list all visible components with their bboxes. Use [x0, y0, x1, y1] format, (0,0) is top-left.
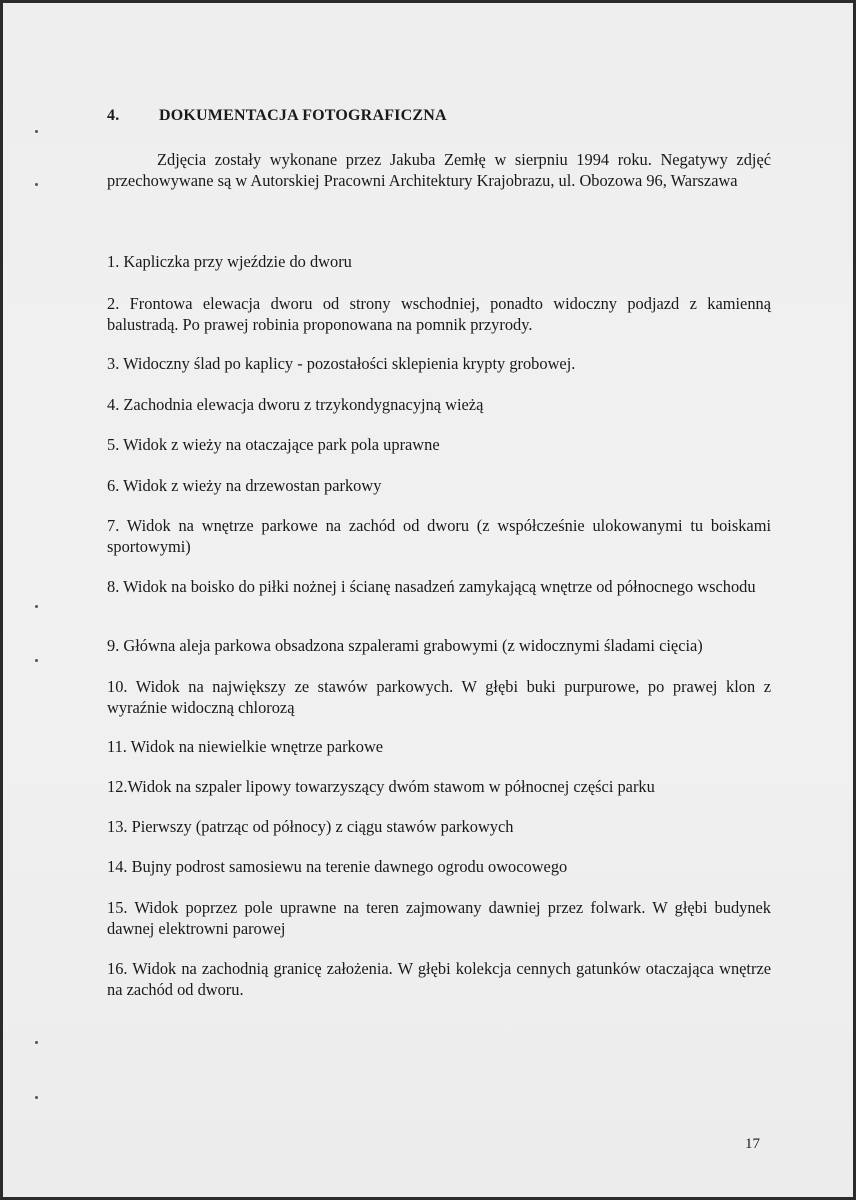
photo-caption-5: 5. Widok z wieży na otaczające park pola uprawne: [107, 435, 440, 454]
photo-caption-14: 14. Bujny podrost samosiewu na terenie dawnego ogrodu owocowego: [107, 857, 568, 876]
photo-caption-6: 6. Widok z wieży na drzewostan parkowy: [107, 476, 382, 495]
photo-caption-1: 1. Kapliczka przy wjeździe do dworu: [107, 252, 352, 271]
scan-speck: [35, 1096, 38, 1099]
photo-caption-15: 15. Widok poprzez pole uprawne na teren zajmowany dawniej przez folwark. W głębi budynek dawnej elektrowni parowej: [107, 898, 771, 938]
photo-caption-9: 9. Główna aleja parkowa obsadzona szpalerami grabowymi (z widocznymi śladami cięcia): [107, 636, 703, 655]
page-number: 17: [745, 1136, 760, 1152]
photo-caption-11: 11. Widok na niewielkie wnętrze parkowe: [107, 737, 384, 756]
scan-speck: [35, 183, 38, 186]
scan-speck: [35, 1041, 38, 1044]
photo-caption-13: 13. Pierwszy (patrząc od północy) z ciągu stawów parkowych: [107, 817, 514, 836]
section-title: DOKUMENTACJA FOTOGRAFICZNA: [159, 107, 447, 124]
section-number: 4.: [107, 107, 120, 124]
section-heading: [107, 107, 787, 125]
photo-caption-10: 10. Widok na największy ze stawów parkowych. W głębi buki purpurowe, po prawej klon z wyraźnie widoczną chlorozą: [107, 677, 771, 717]
photo-caption-8: 8. Widok na boisko do piłki nożnej i ścianę nasadzeń zamykającą wnętrze od północnego wschodu: [107, 577, 756, 596]
intro-paragraph: Zdjęcia zostały wykonane przez Jakuba Zemłę w sierpniu 1994 roku. Negatywy zdjęć przechowywane są w Autorskiej Pracowni Architektury Krajobrazu, ul. Obozowa 96, Warszawa: [107, 150, 771, 190]
scan-speck: [35, 659, 38, 662]
photo-caption-2: 2. Frontowa elewacja dworu od strony wschodniej, ponadto widoczny podjazd z kamienną balustradą. Po prawej robinia proponowana na pomnik przyrody.: [107, 294, 771, 334]
photo-caption-7: 7. Widok na wnętrze parkowe na zachód od dworu (z współcześnie ulokowanymi tu boiskami sportowymi): [107, 516, 771, 556]
photo-caption-12: 12.Widok na szpaler lipowy towarzyszący dwóm stawom w północnej części parku: [107, 777, 655, 796]
scan-speck: [35, 605, 38, 608]
scan-speck: [35, 130, 38, 133]
photo-caption-4: 4. Zachodnia elewacja dworu z trzykondygnacyjną wieżą: [107, 395, 484, 414]
photo-caption-16: 16. Widok na zachodnią granicę założenia. W głębi kolekcja cennych gatunków otaczająca wnętrze na zachód od dworu.: [107, 959, 771, 999]
photo-caption-3: 3. Widoczny ślad po kaplicy - pozostałości sklepienia krypty grobowej.: [107, 354, 576, 373]
